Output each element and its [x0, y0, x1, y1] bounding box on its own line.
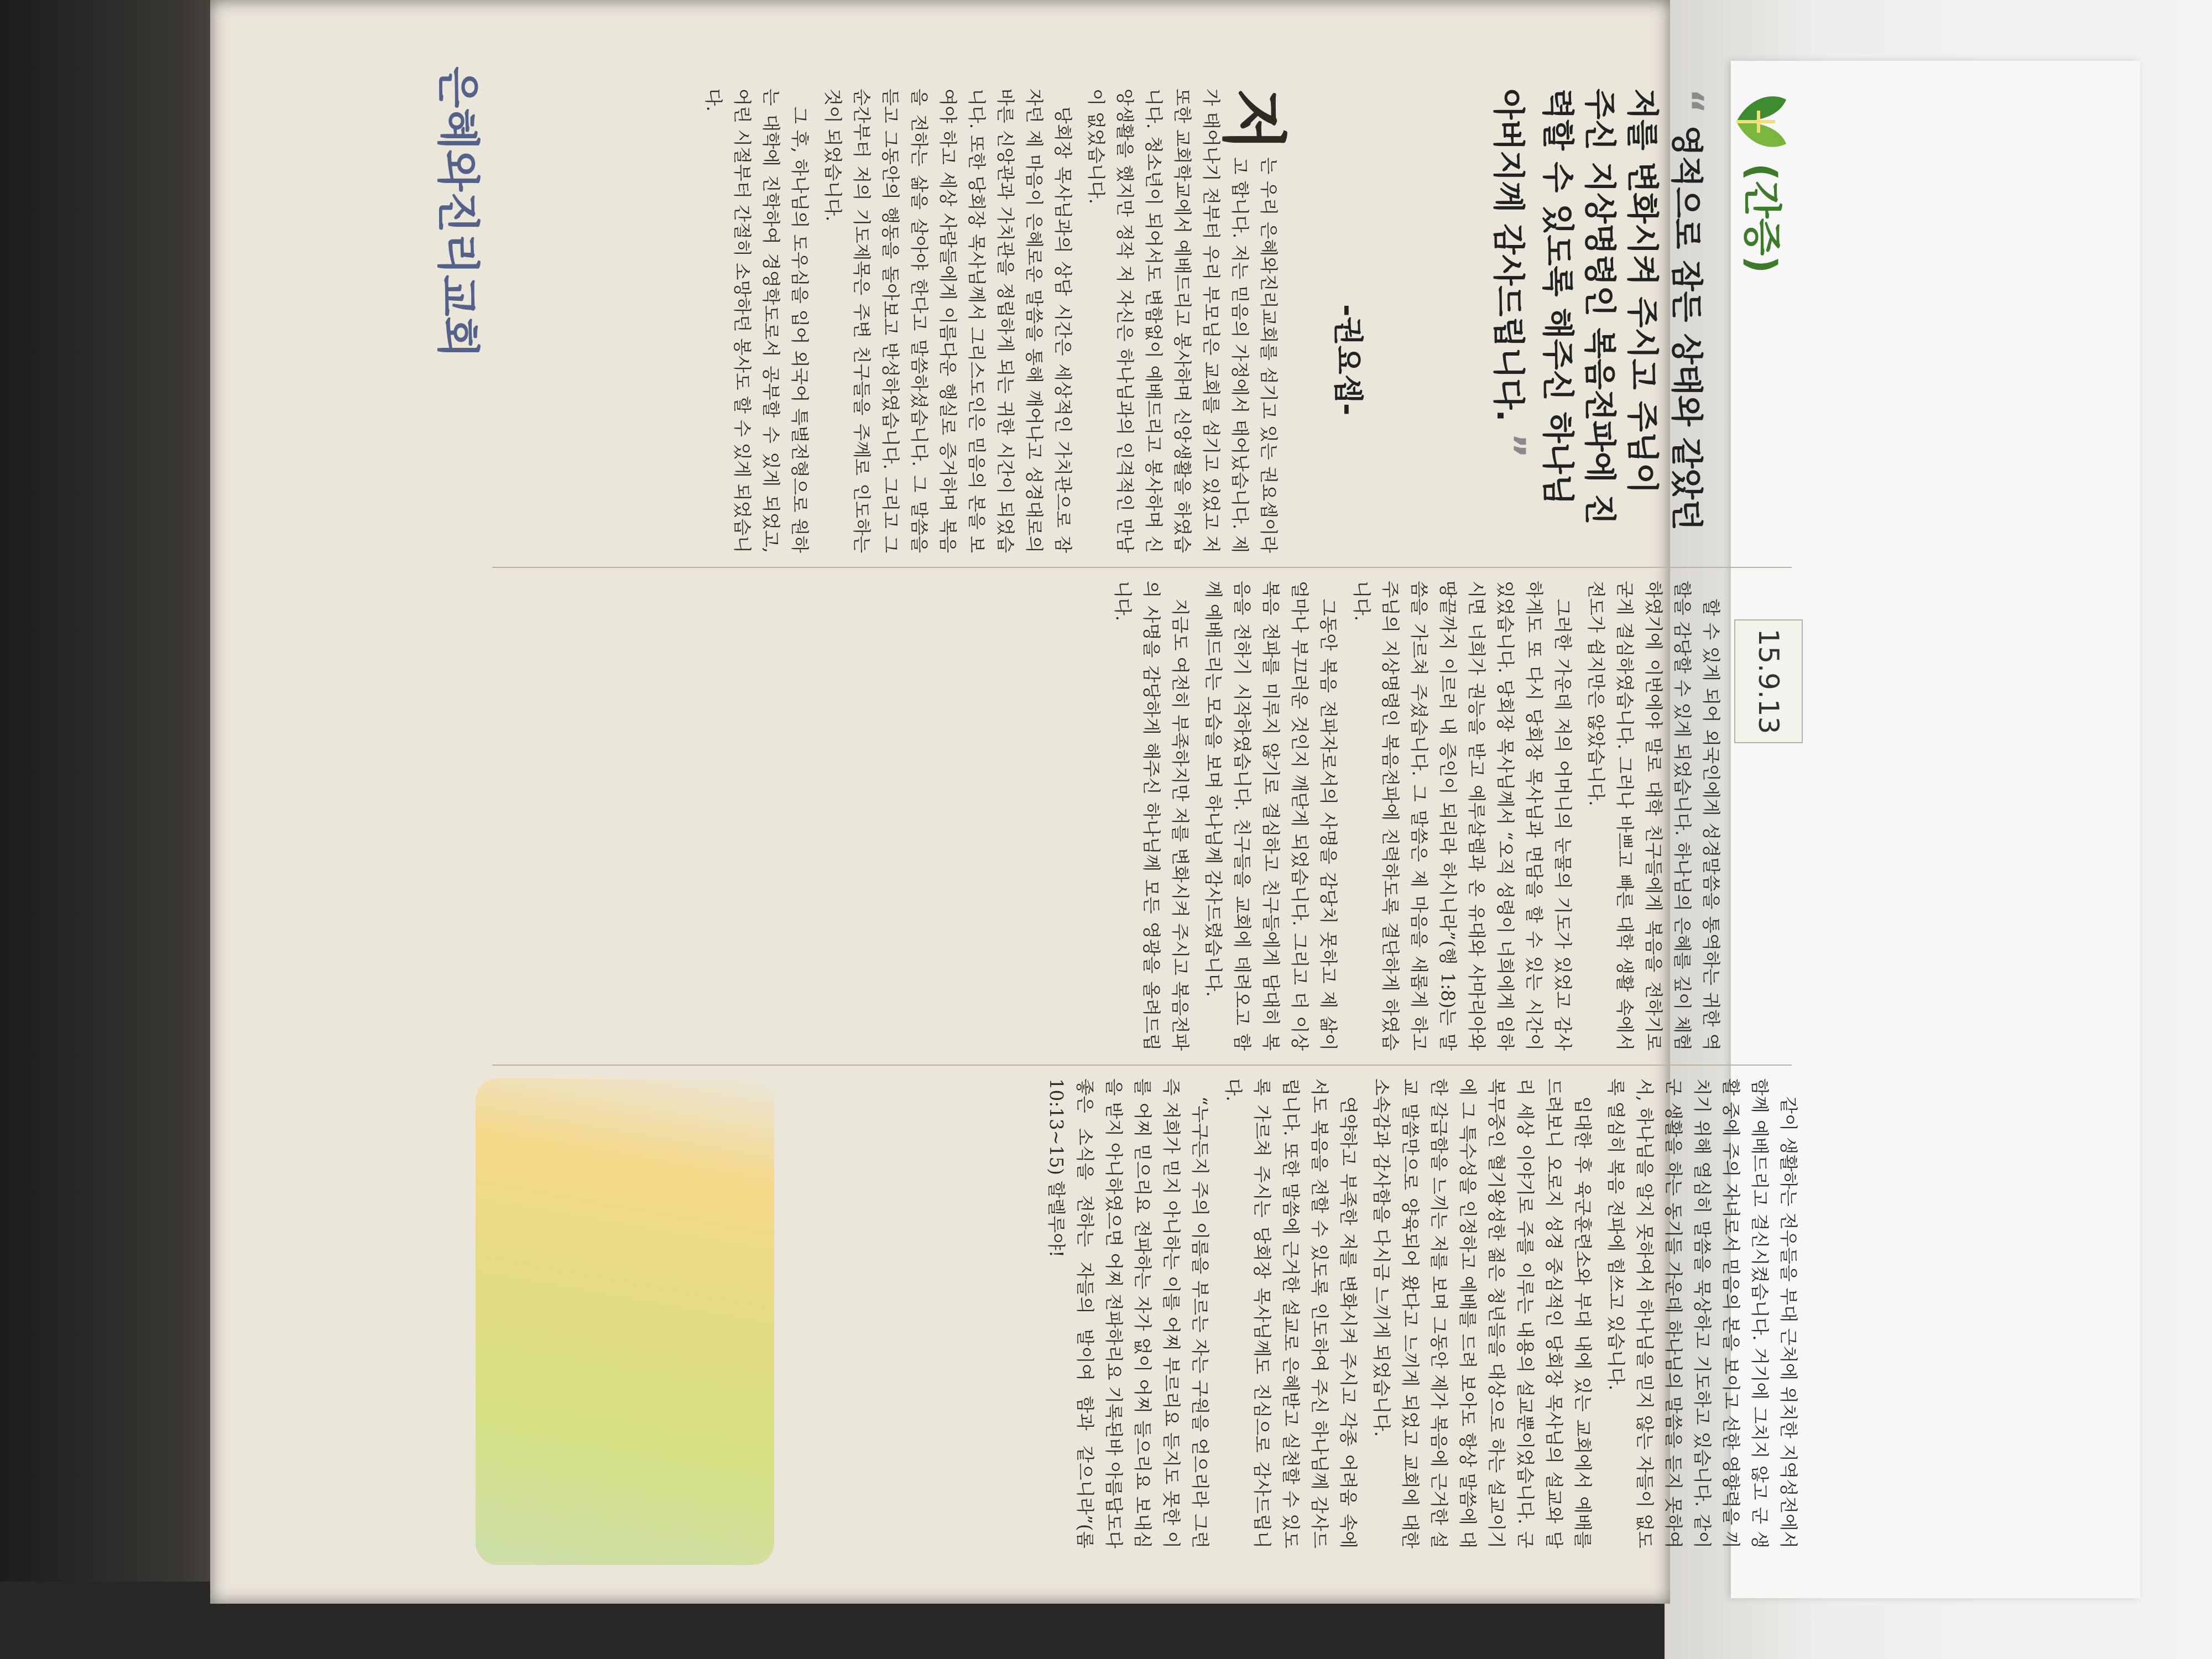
paragraph: 지금도 여전히 부족하지만 저를 변화시켜 주시고 복음전파의 사명을 감당하게 해주신 하나님께 모든 영광을 올려드립니다.	[1112, 581, 1191, 1051]
genre-label: (간증)	[1739, 163, 1785, 274]
quote-open: “	[1666, 88, 1712, 114]
drop-cap: 저	[1215, 88, 1291, 152]
paragraph: 그동안 복음 전파자로서의 사명을 감당치 못하고 제 삶이 얼마나 부끄러운 것인지 깨닫게 되었습니다. 그리고 더 이상 복음 전파를 미루지 않기로 결심하고 친구들에게 담대히 복음을 전하기 시작하였습니다. 친구들을 교회에 데려오고 함께 예배드리는 모습을 보며 하나님께 감사드렸습니다.	[1203, 581, 1339, 1051]
headline-text: 영적으로 잠든 상태와 같았던 저를 변화시켜 주시고 주님이 주신 지상명령인 복음전파에 진력할 수 있도록 해주신 하나님 아버지께 감사드립니다.	[1489, 88, 1705, 531]
quote-close: ”	[1488, 432, 1533, 458]
date-tag: 15.9.13	[1734, 619, 1803, 743]
church-name: 은혜와진리교회	[432, 66, 482, 358]
column-2	[481, 581, 1725, 1051]
paragraph: 그 후, 하나님의 도우심을 입어 외국어 특별전형으로 원하는 대학에 진학하여 경영학도로서 공부할 수 있게 되었고, 어린 시절부터 간절히 소망하던 봉사도 할 수 있게 되었습니다.	[703, 88, 810, 553]
bible-verse: “누구든지 주의 이름을 부르는 자는 구원을 얻으리라 그런즉 저희가 믿지 아니하는 이를 어찌 부르리요 듣지도 못한 이를 어찌 믿으리요 전파하는 자가 없이 어찌 들으리요 보내심을 받지 아니하였으면 어찌 전파하리요 기록된바 아름답도다 좋은 소식을 전하는 자들의 발이여 함과 같으니라”(롬 10:13~15) 할렐루야!	[1046, 1078, 1211, 1548]
column-rule	[492, 567, 1792, 568]
newspaper-sheet	[210, 0, 1799, 1604]
article	[432, 66, 1814, 1559]
author: -권요셉-	[1331, 304, 1365, 416]
paragraph: 당회장 목사님과의 상담 시간은 세상적인 가치관으로 잠자던 제 마음이 은혜로운 말씀을 통해 깨어나고 성경대로의 바른 신앙관과 가치관을 정립하게 되는 귀한 시간이 되었습니다. 또한 당회장 목사님께서 그리스도인은 믿음의 본을 보여야 하고 세상 사람들에게 이름다운 행실로 증거하며 복음을 전하는 삶을 살아야 한다고 말씀하셨습니다. 그 말씀을 듣고 그동안의 행동을 돌아보고 반성하였습니다. 그리고 그 순간부터 저의 기도제목은 주변 친구들을 주께로 인도하는 것이 되었습니다.	[822, 88, 1073, 553]
column-rule	[492, 1065, 1792, 1066]
leaf-icon	[1731, 88, 1792, 155]
column-1	[498, 88, 1291, 553]
paragraph: 같이 생활하는 전우들을 부대 근처에 위치한 지역성전에서 함께 예배드리고 결신시켰습니다. 거기에 그치지 않고 군 생활 중에 주의 자녀로서 믿음의 본을 보이고 선한 영향력을 끼치기 위해 열심히 말씀을 묵상하고 기도하고 있습니다. 같이 군 생활을 하는 동기들 가운데 하나님의 말씀을 듣지 못하여서, 하나님을 알지 못하여서 하나님을 믿지 않는 자들이 없도록 열심히 복음 전파에 힘쓰고 있습니다.	[1605, 1078, 1799, 1548]
paragraph: 그러한 가운데 저의 어머니의 눈물의 기도가 있었고 감사하게도 또 다시 당회장 목사님과 면담을 할 수 있는 시간이 있었습니다. 당회장 목사님께서 “오직 성령이 너희에게 임하시면 너희가 권능을 받고 예루살렘과 온 유대와 사마리아와 땅끝까지 이르러 내 증인이 되리라 하시니라”(행 1:8)는 말씀을 가르쳐 주셨습니다. 그 말씀은 제 마음을 새롭게 하고 주님의 지상명령인 복음전파에 진력하도록 결단하게 하였습니다.	[1351, 581, 1573, 1051]
paragraph: 연약하고 부족한 저를 변화시켜 주시고 각종 어려움 속에서도 복음을 전할 수 있도록 인도하여 주신 하나님께 감사드립니다. 또한 말씀에 근거한 설교로 은혜받고 실천할 수 있도록 가르쳐 주시는 당회장 목사님께도 진심으로 감사드립니다.	[1223, 1078, 1359, 1548]
paragraph: 저 는 우리 은혜와진리교회를 섬기고 있는 권요셉이라고 합니다. 저는 믿음의 가정에서 태어났습니다. 제가 태어나기 전부터 우리 부모님은 교회를 섬기고 있었고 저 또한 교회학교에서 예배드리고 봉사하며 신앙생활을 하였습니다. 청소년이 되어서도 변함없이 예배드리고 봉사하며 신앙생활을 했지만 정작 저 자신은 하나님과의 인격적인 만남이 없었습니다.	[1086, 88, 1291, 553]
paragraph: 입대한 후 육군훈련소와 부대 내에 있는 교회에서 예배를 드려보니 오로지 성경 중심적인 당회장 목사님의 설교와 달리 세상 이야기로 주를 이루는 내용의 설교뿐이었습니다. 군 복무중인 혈기왕성한 젊은 청년들을 대상으로 하는 설교이기에 그 특수성을 인정하고 예배를 드려 보아도 항상 말씀에 대한 갈급함을 느끼는 저를 보며 그동안 제가 복음에 근거한 설교 말씀만으로 양육되어 왔다고 느끼게 되었고 교회에 대한 소속감과 감사함을 다시금 느끼게 되었습니다.	[1371, 1078, 1593, 1548]
paragraph: 할 수 있게 되어 외국인에게 성경말씀을 통역하는 귀한 역할을 감당할 수 있게 되었습니다. 하나님의 은혜를 깊이 체험하였기에 이번에야 말로 대학 친구들에게 복음을 전하기로 굳게 결심하였습니다. 그러나 바쁘고 빠른 대학 생활 속에서 전도가 쉽지만은 않았습니다.	[1585, 581, 1721, 1051]
headline	[1485, 88, 1714, 531]
column-3	[487, 1078, 1803, 1548]
